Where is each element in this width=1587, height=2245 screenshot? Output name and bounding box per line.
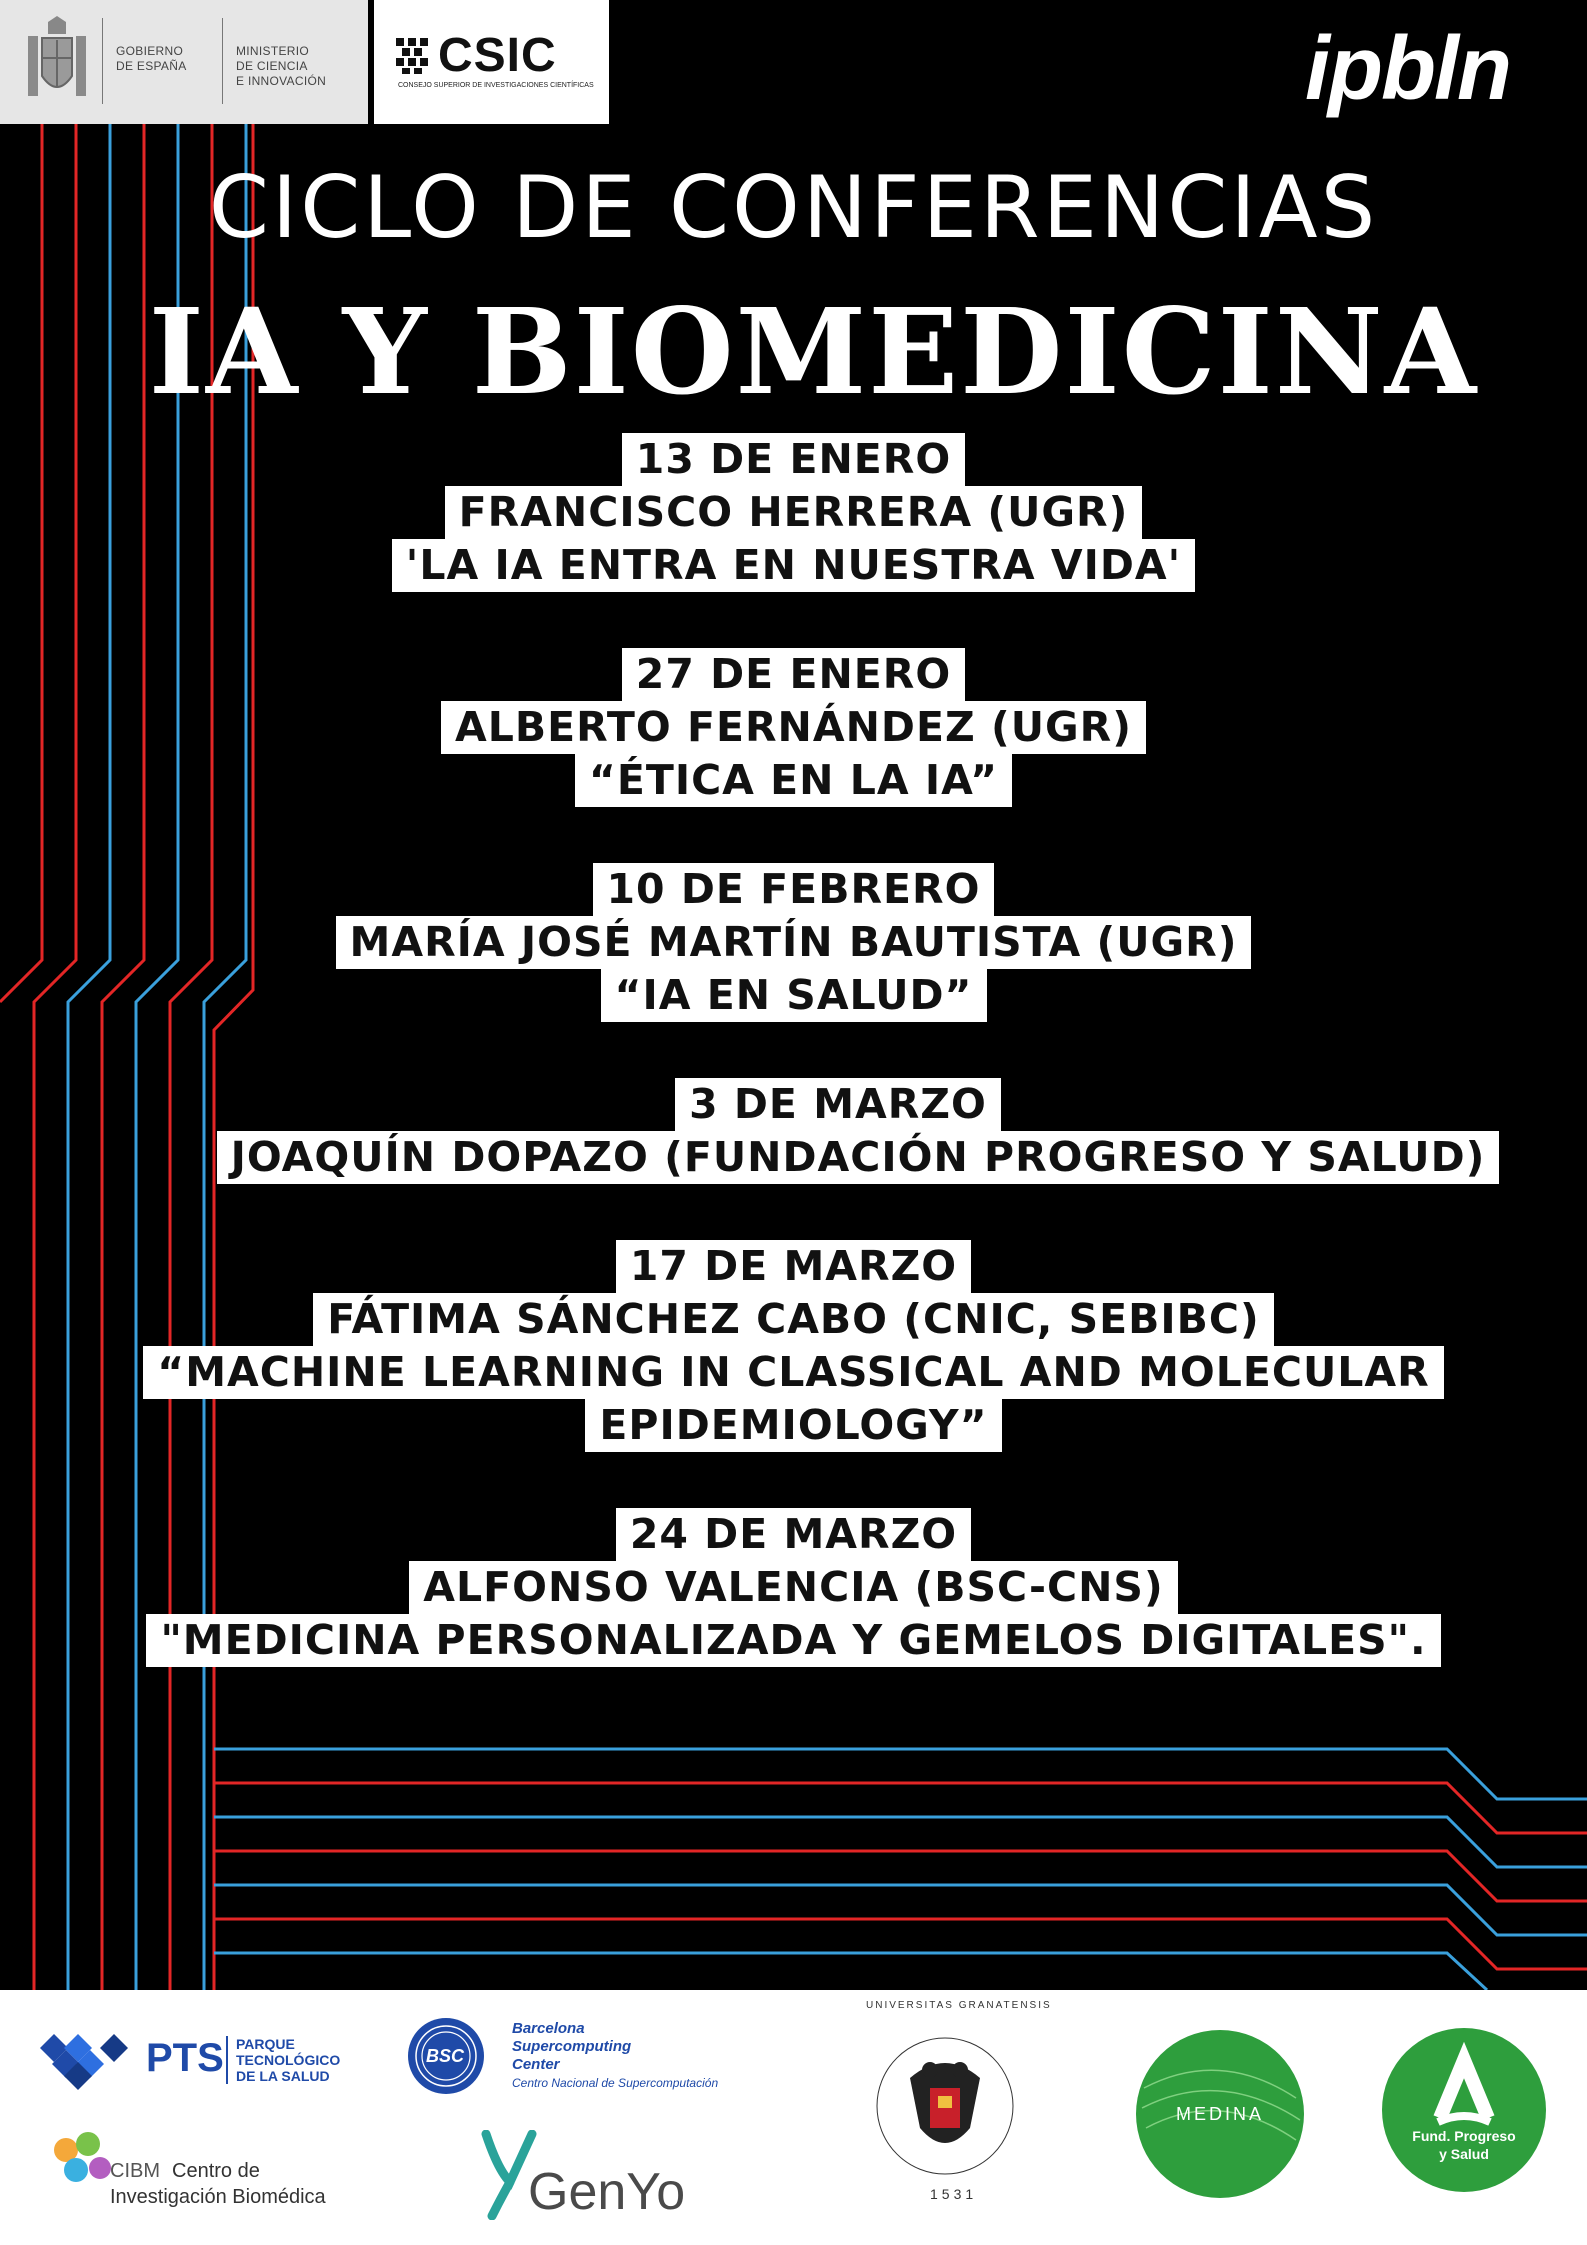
logo-separator: [222, 18, 223, 104]
logo-separator: [102, 18, 103, 104]
event-speaker: ALFONSO VALENCIA (BSC-CNS): [409, 1561, 1177, 1614]
event-date: 27 DE ENERO: [622, 648, 965, 701]
pts-line: PARQUE: [236, 2036, 295, 2052]
deco-line: [214, 1817, 1587, 1867]
event-speaker: FRANCISCO HERRERA (UGR): [445, 486, 1143, 539]
ministry-line: E INNOVACIÓN: [236, 74, 327, 88]
event-speaker: MARÍA JOSÉ MARTÍN BAUTISTA (UGR): [336, 916, 1252, 969]
cibm-line: Centro de: [172, 2160, 260, 2182]
csic-logo: [374, 0, 609, 124]
deco-line: [214, 1919, 1587, 1969]
csic-wordmark: CSIC: [438, 29, 557, 82]
event-date: 10 DE FEBRERO: [593, 863, 995, 916]
pts-wordmark: PTS: [146, 2036, 224, 2080]
coat-of-arms-icon: [22, 16, 92, 106]
pts-line: DE LA SALUD: [236, 2068, 330, 2084]
bsc-line: Supercomputing: [512, 2038, 632, 2055]
cibm-wordmark: CIBM: [110, 2160, 160, 2182]
pts-logo-icon: [40, 2034, 136, 2090]
fps-line: y Salud: [1439, 2146, 1489, 2162]
deco-line: [214, 1953, 1487, 1990]
event-2: [0, 648, 1587, 807]
event-speaker: FÁTIMA SÁNCHEZ CABO (CNIC, SEBIBC): [313, 1293, 1274, 1346]
fps-line: Fund. Progreso: [1412, 2128, 1516, 2144]
event-speaker: JOAQUÍN DOPAZO (FUNDACIÓN PROGRESO Y SALUD): [217, 1131, 1500, 1184]
bsc-subtitle: Centro Nacional de Supercomputación: [512, 2076, 719, 2090]
csic-emblem-icon: [394, 36, 430, 76]
cibm-line: Investigación Biomédica: [110, 2186, 326, 2208]
event-speaker: ALBERTO FERNÁNDEZ (UGR): [441, 701, 1146, 754]
event-talk-title: “MACHINE LEARNING IN CLASSICAL AND MOLECULAR: [143, 1346, 1443, 1399]
event-talk-title: “ÉTICA EN LA IA”: [575, 754, 1012, 807]
event-talk-title: “IA EN SALUD”: [601, 969, 987, 1022]
gov-line: DE ESPAÑA: [116, 59, 187, 73]
deco-line: [214, 1885, 1587, 1935]
ipbln-logo: ipbln: [1305, 19, 1510, 119]
ministry-line: MINISTERIO: [236, 44, 310, 58]
gov-line: GOBIERNO: [116, 44, 184, 58]
bsc-badge: BSC: [426, 2046, 465, 2066]
event-6: [0, 1508, 1587, 1667]
event-date: 3 DE MARZO: [675, 1078, 1001, 1131]
event-5: [0, 1240, 1587, 1452]
csic-subtitle: CONSEJO SUPERIOR DE INVESTIGACIONES CIENTÍFICAS: [398, 82, 594, 89]
deco-line: [214, 1749, 1587, 1799]
event-talk-title: 'LA IA ENTRA EN NUESTRA VIDA': [392, 539, 1195, 592]
event-1: [0, 433, 1587, 592]
pts-separator: [226, 2036, 228, 2084]
deco-line: [214, 1783, 1587, 1833]
ministry-line: DE CIENCIA: [236, 59, 308, 73]
fps-logo-icon: [1380, 2026, 1548, 2194]
event-date: 13 DE ENERO: [622, 433, 965, 486]
pts-line: TECNOLÓGICO: [236, 2052, 341, 2068]
partner-logos-footer: [0, 1990, 1587, 2245]
main-title: IA Y BIOMEDICINA: [148, 282, 1479, 421]
deco-line: [214, 1851, 1587, 1901]
bsc-line: Center: [512, 2056, 560, 2073]
event-4: [138, 1078, 1578, 1184]
ugr-year: 1531: [930, 2186, 978, 2202]
gobierno-ministerio-logo: [0, 0, 368, 124]
ugr-seal-icon: [870, 2018, 1020, 2198]
event-3: [0, 863, 1587, 1022]
event-date: 17 DE MARZO: [616, 1240, 971, 1293]
event-talk-title-cont: EPIDEMIOLOGY”: [585, 1399, 1001, 1452]
cycle-title: CICLO DE CONFERENCIAS: [208, 158, 1379, 258]
ugr-ring-text: UNIVERSITAS GRANATENSIS: [866, 2000, 1052, 2011]
genyo-wordmark: GenYo: [528, 2163, 686, 2221]
event-date: 24 DE MARZO: [616, 1508, 971, 1561]
bsc-line: Barcelona: [512, 2020, 585, 2037]
cibm-logo-icon: [52, 2130, 114, 2192]
event-talk-title: "MEDICINA PERSONALIZADA Y GEMELOS DIGITALES".: [146, 1614, 1440, 1667]
medina-wordmark: MEDINA: [1175, 2104, 1264, 2124]
